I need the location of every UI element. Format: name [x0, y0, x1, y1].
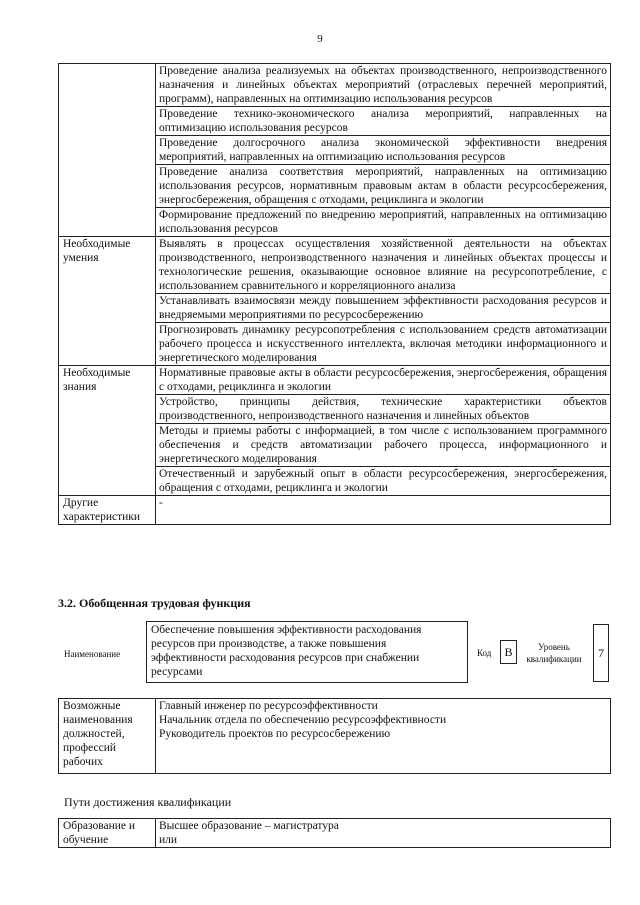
position-item: Главный инженер по ресурсоэффективности [159, 700, 378, 712]
row-text: Проведение долгосрочного анализа экономической эффективности внедрения мероприятий, направленных на оптимизацию использования ресурсов [156, 136, 611, 165]
row-label: Необходимые умения [59, 237, 156, 366]
section-title: 3.2. Обобщенная трудовая функция [58, 596, 251, 610]
row-label: Другие характеристики [59, 496, 156, 525]
level-label: Уровень квалификации [526, 642, 582, 664]
level-value: 7 [593, 624, 609, 682]
row-text: Отечественный и зарубежный опыт в области ресурсосбережения, энергосбережения, обращения с отходами, рециклинга и экологии [156, 467, 611, 496]
row-label [59, 64, 156, 237]
page-number: 9 [317, 33, 323, 45]
name-label: Наименование [64, 649, 121, 659]
education-line: или [159, 834, 178, 846]
row-label: Необходимые знания [59, 366, 156, 496]
function-name-box: Обеспечение повышения эффективности расходования ресурсов при производстве, а также повышения эффективности расходования ресурсов при снабжении ресурсами [146, 621, 468, 683]
row-text: Проведение анализа реализуемых на объектах производственного, непроизводственного назначения и линейных объектах мероприятий (отраслевых перечней мероприятий, программ), направленных на оптимизацию использования ресурсов [156, 64, 611, 107]
table-row [59, 496, 611, 525]
row-text: Методы и приемы работы с информацией, в том числе с использованием программного обеспечения и средств автоматизации рабочего процесса, информационного и энергетического моделирования [156, 424, 611, 467]
code-value: В [500, 640, 517, 664]
code-label: Код [477, 648, 492, 658]
table-row [59, 64, 611, 107]
row-text: Выявлять в процессах осуществления хозяйственной деятельности на объектах производственного, непроизводственного назначения и линейных объектах процессы и технологические решения, оказывающие основное влияние на ресурсопотребление, с использованием сравнительного и корреляционного анализа [156, 237, 611, 294]
row-text: Нормативные правовые акты в области ресурсосбережения, энергосбережения, обращения с отходами, рециклинга и экологии [156, 366, 611, 395]
row-text: Прогнозировать динамику ресурсопотребления с использованием средств автоматизации рабочего процесса и искусственного интеллекта, включая методики информационного и энергетического моделирования [156, 323, 611, 366]
row-text: Проведение технико-экономического анализа мероприятий, направленных на оптимизацию использования ресурсов [156, 107, 611, 136]
requirements-table [58, 63, 611, 525]
position-item: Руководитель проектов по ресурсосбережению [159, 728, 391, 740]
positions-table [58, 698, 611, 774]
positions-list [156, 699, 611, 774]
education-line: Высшее образование – магистратура [159, 820, 339, 832]
row-text: Устанавливать взаимосвязи между повышением эффективности расходования ресурсов и внедряемыми мероприятиями по ресурсосбережению [156, 294, 611, 323]
positions-label: Возможные наименования должностей, профессий рабочих [59, 699, 156, 774]
education-table [58, 818, 611, 848]
education-value [156, 819, 611, 848]
table-row [59, 237, 611, 294]
table-row [59, 366, 611, 395]
row-text: Устройство, принципы действия, технические характеристики объектов производственного, непроизводственного назначения и линейных объектов [156, 395, 611, 424]
paths-title: Пути достижения квалификации [64, 795, 232, 809]
row-text: Формирование предложений по внедрению мероприятий, направленных на оптимизацию использования ресурсов [156, 208, 611, 237]
row-text: Проведение анализа соответствия мероприятий, направленных на оптимизацию использования ресурсов, нормативным правовым актам в области ресурсосбережения, энергосбережения, обращения с отходами, рециклинга и экологии [156, 165, 611, 208]
position-item: Начальник отдела по обеспечению ресурсоэффективности [159, 714, 447, 726]
education-label: Образование и обучение [59, 819, 156, 848]
row-text: - [156, 496, 611, 525]
